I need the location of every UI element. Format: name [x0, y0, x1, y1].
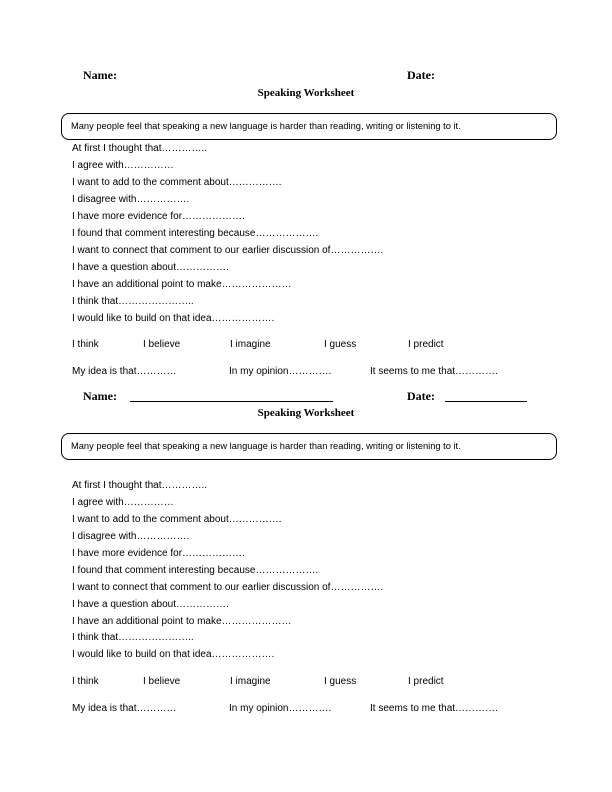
sentence-stem: I agree with…………… — [72, 497, 174, 508]
phrase-it-seems: It seems to me that…………. — [370, 703, 498, 714]
sentence-stem: I think that………………….. — [72, 632, 194, 643]
date-label: Date: — [407, 389, 435, 403]
sentence-stem: I want to connect that comment to our earlier discussion of……………. — [72, 245, 384, 256]
sentence-stem: I have a question about……………. — [72, 262, 229, 273]
prompt-box — [61, 113, 557, 140]
prompt-text: Many people feel that speaking a new language is harder than reading, writing or listening to it. — [71, 121, 461, 131]
prompt-box — [61, 433, 557, 460]
sentence-stem: I disagree with……………. — [72, 531, 190, 542]
sentence-stem: I want to add to the comment about……………. — [72, 177, 282, 188]
name-line — [130, 401, 333, 402]
sentence-stem: I think that………………….. — [72, 296, 194, 307]
sentence-stem: I have a question about……………. — [72, 599, 229, 610]
prompt-text: Many people feel that speaking a new language is harder than reading, writing or listening to it. — [71, 441, 461, 451]
worksheet-title: Speaking Worksheet — [257, 407, 355, 419]
sentence-stem: I disagree with……………. — [72, 194, 190, 205]
sentence-stem: I would like to build on that idea………………. — [72, 649, 275, 660]
phrase-my-idea: My idea is that………… — [72, 366, 177, 377]
sentence-stem: I want to connect that comment to our earlier discussion of……………. — [72, 582, 384, 593]
name-label: Name: — [83, 68, 117, 82]
phrase-i-think: I think — [72, 676, 99, 687]
sentence-stem: At first I thought that………….. — [72, 480, 208, 491]
sentence-stem: I have an additional point to make………………… — [72, 279, 292, 290]
phrase-i-believe: I believe — [143, 676, 181, 687]
sentence-stem: I would like to build on that idea………………. — [72, 313, 275, 324]
phrase-i-think: I think — [72, 339, 99, 350]
worksheet-title: Speaking Worksheet — [257, 87, 355, 99]
sentence-stem: I have more evidence for………………. — [72, 211, 245, 222]
phrase-i-imagine: I imagine — [230, 339, 271, 350]
phrase-in-my-opinion: In my opinion…………. — [229, 366, 332, 377]
sentence-stem: I have more evidence for………………. — [72, 548, 245, 559]
phrase-it-seems: It seems to me that…………. — [370, 366, 498, 377]
date-line — [445, 401, 527, 402]
sentence-stem: I found that comment interesting because………………. — [72, 228, 319, 239]
name-label: Name: — [83, 389, 117, 403]
phrase-i-guess: I guess — [324, 676, 357, 687]
phrase-i-believe: I believe — [143, 339, 181, 350]
phrase-i-predict: I predict — [408, 676, 444, 687]
sentence-stem: I agree with…………… — [72, 160, 174, 171]
sentence-stem: I want to add to the comment about……………. — [72, 514, 282, 525]
sentence-stem: I have an additional point to make………………… — [72, 616, 292, 627]
sentence-stem: At first I thought that………….. — [72, 143, 208, 154]
phrase-i-predict: I predict — [408, 339, 444, 350]
phrase-my-idea: My idea is that………… — [72, 703, 177, 714]
sentence-stem: I found that comment interesting because………………. — [72, 565, 319, 576]
phrase-in-my-opinion: In my opinion…………. — [229, 703, 332, 714]
date-label: Date: — [407, 68, 435, 82]
phrase-i-imagine: I imagine — [230, 676, 271, 687]
phrase-i-guess: I guess — [324, 339, 357, 350]
